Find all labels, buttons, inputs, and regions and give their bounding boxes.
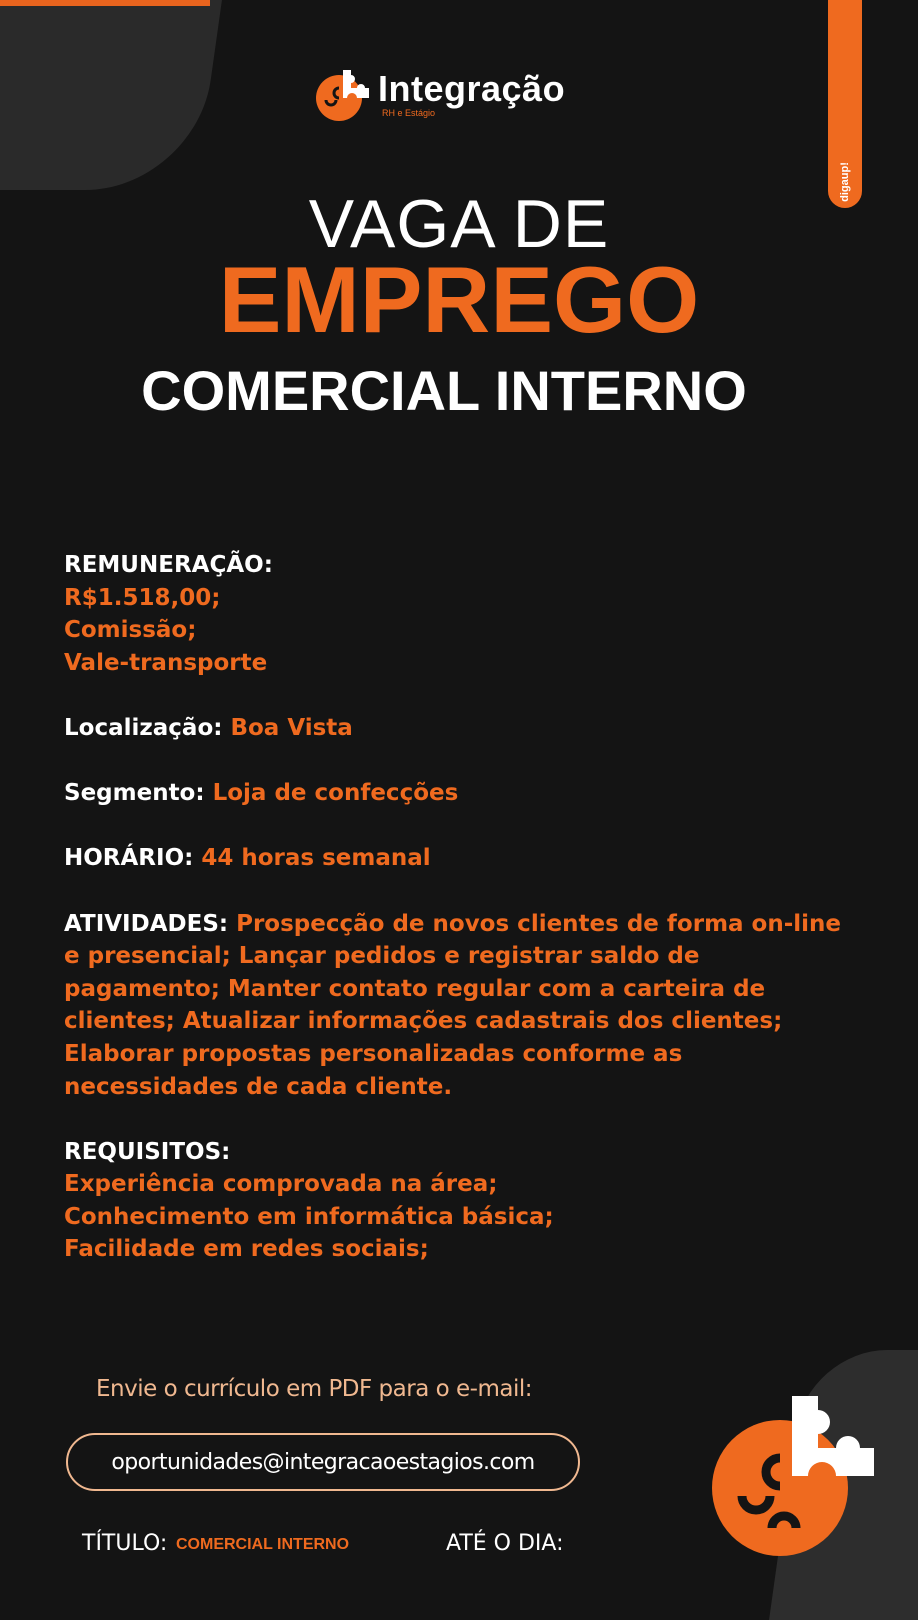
atividades-line: Prospecção de novos clientes de forma on-line bbox=[236, 910, 842, 937]
segmento-row bbox=[64, 777, 856, 810]
top-accent-bar bbox=[0, 0, 210, 6]
remuneracao-item: Vale-transporte bbox=[64, 649, 268, 676]
heading-line-2: EMPREGO bbox=[218, 247, 700, 352]
side-tab-text: digaup! bbox=[839, 162, 851, 202]
segmento-label: Segmento: bbox=[64, 780, 205, 807]
requisito-item: Facilidade em redes sociais; bbox=[64, 1236, 429, 1263]
puzzle-logo-icon bbox=[314, 66, 372, 124]
brand-name: Integração bbox=[378, 68, 566, 109]
requisito-item: Experiência comprovada na área; bbox=[64, 1171, 498, 1198]
email-link[interactable]: oportunidades@integracaoestagios.com bbox=[66, 1433, 580, 1491]
job-title: COMERCIAL INTERNO bbox=[141, 359, 747, 422]
atividades-line: e presencial; Lançar pedidos e registrar saldo de bbox=[64, 943, 700, 970]
atividades-label: ATIVIDADES: bbox=[64, 910, 229, 937]
atividades-line: pagamento; Manter contato regular com a carteira de bbox=[64, 975, 766, 1002]
send-instruction: Envie o currículo em PDF para o e-mail: bbox=[96, 1376, 532, 1402]
remuneracao-label: REMUNERAÇÃO: bbox=[64, 552, 273, 578]
atividades-block bbox=[64, 908, 856, 1104]
localizacao-label: Localização: bbox=[64, 714, 223, 741]
footer-title-label: TÍTULO: bbox=[82, 1531, 168, 1556]
remuneracao-item: Comissão; bbox=[64, 617, 197, 644]
puzzle-decoration-icon bbox=[712, 1388, 892, 1568]
footer-title-value: COMERCIAL INTERNO bbox=[176, 1536, 350, 1553]
job-details bbox=[64, 549, 856, 1266]
horario-value: 44 horas semanal bbox=[201, 845, 431, 872]
background-shape-top-left bbox=[0, 0, 225, 190]
atividades-line: Elaborar propostas personalizadas conforme as bbox=[64, 1040, 683, 1067]
brand-logo bbox=[314, 66, 565, 124]
atividades-line: clientes; Atualizar informações cadastrais dos clientes; bbox=[64, 1008, 783, 1035]
brand-subtitle: RH e Estágio bbox=[382, 108, 436, 118]
remuneracao-item: R$1.518,00; bbox=[64, 584, 221, 611]
requisito-item: Conhecimento em informática básica; bbox=[64, 1203, 554, 1230]
horario-row bbox=[64, 842, 856, 875]
side-tab bbox=[828, 0, 862, 208]
localizacao-value: Boa Vista bbox=[230, 714, 353, 741]
heading-line-1: VAGA DE bbox=[308, 186, 610, 262]
segmento-value: Loja de confecções bbox=[212, 780, 459, 807]
footer-date-label: ATÉ O DIA: bbox=[446, 1531, 564, 1556]
localizacao-row bbox=[64, 712, 856, 745]
horario-label: HORÁRIO: bbox=[64, 845, 194, 872]
requisitos-label: REQUISITOS: bbox=[64, 1138, 231, 1165]
atividades-line: necessidades de cada cliente. bbox=[64, 1073, 453, 1100]
